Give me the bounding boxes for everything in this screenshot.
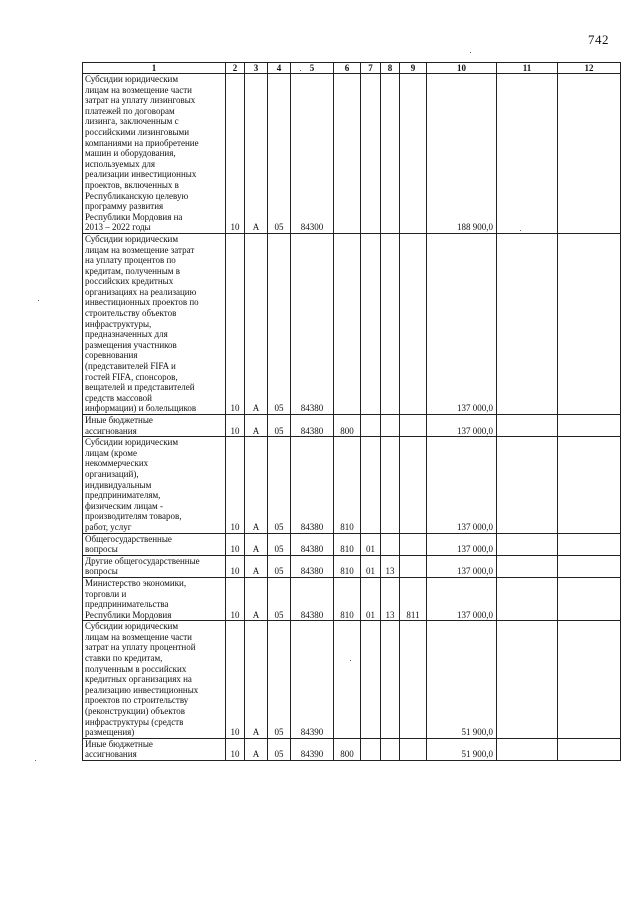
cell-c11: [497, 577, 558, 620]
cell-c3: А: [245, 577, 268, 620]
table-row: [83, 74, 621, 234]
row-name: Субсидии юридическим лицам на возмещение затрат на уплату процентов по кредитам, полученным в российских кредитных организациях на реализацию инвестиционных проектов по строительству объектов инфраструктуры, предназначенных для размещения участников соревнования (представителей FIFA и гостей FIFA, спонсоров, вещателей и представителей средств массовой информации) и болельщиков: [83, 233, 226, 414]
cell-c12: [558, 415, 621, 437]
cell-c12: [558, 738, 621, 760]
cell-c8: [381, 621, 400, 739]
table-row: [83, 555, 621, 577]
cell-c3: А: [245, 437, 268, 533]
cell-c12: [558, 555, 621, 577]
cell-c2: 10: [226, 437, 245, 533]
cell-c12: [558, 533, 621, 555]
scan-speck: [350, 660, 351, 661]
cell-c9: [400, 533, 427, 555]
col-header-5: 5: [291, 63, 334, 74]
cell-c3: А: [245, 74, 268, 234]
cell-c12: [558, 437, 621, 533]
cell-c11: [497, 621, 558, 739]
cell-c5: 84380: [291, 555, 334, 577]
cell-c5: 84380: [291, 533, 334, 555]
cell-c8: [381, 533, 400, 555]
budget-table: [82, 62, 621, 761]
cell-c4: 05: [268, 437, 291, 533]
cell-c6: 800: [334, 415, 361, 437]
scan-speck: [520, 230, 521, 231]
cell-c7: [361, 621, 381, 739]
cell-c11: [497, 555, 558, 577]
cell-c3: А: [245, 555, 268, 577]
col-header-3: 3: [245, 63, 268, 74]
cell-c10: 137 000,0: [427, 533, 497, 555]
cell-c10: 51 900,0: [427, 738, 497, 760]
cell-c6: 810: [334, 533, 361, 555]
cell-c5: 84380: [291, 415, 334, 437]
header-row: [83, 63, 621, 74]
cell-c8: [381, 233, 400, 414]
cell-c8: 13: [381, 555, 400, 577]
cell-c9: [400, 415, 427, 437]
cell-c12: [558, 233, 621, 414]
row-name: Иные бюджетные ассигнования: [83, 738, 226, 760]
row-name: Иные бюджетные ассигнования: [83, 415, 226, 437]
cell-c11: [497, 738, 558, 760]
cell-c2: 10: [226, 621, 245, 739]
row-name: Субсидии юридическим лицам (кроме некоммерческих организаций), индивидуальным предпринимателям, физическим лицам - производителям товаров, работ, услуг: [83, 437, 226, 533]
cell-c12: [558, 577, 621, 620]
cell-c8: [381, 415, 400, 437]
scan-speck: [38, 300, 39, 301]
table-row: [83, 577, 621, 620]
cell-c5: 84300: [291, 74, 334, 234]
cell-c7: [361, 74, 381, 234]
col-header-11: 11: [497, 63, 558, 74]
scan-speck: [300, 70, 301, 71]
cell-c7: 01: [361, 533, 381, 555]
cell-c7: [361, 437, 381, 533]
cell-c11: [497, 415, 558, 437]
cell-c5: 84390: [291, 621, 334, 739]
cell-c9: [400, 437, 427, 533]
cell-c4: 05: [268, 74, 291, 234]
cell-c4: 05: [268, 533, 291, 555]
table-row: [83, 621, 621, 739]
cell-c11: [497, 233, 558, 414]
col-header-7: 7: [361, 63, 381, 74]
col-header-4: 4: [268, 63, 291, 74]
cell-c8: [381, 74, 400, 234]
page-number: 742: [588, 32, 609, 47]
cell-c8: [381, 437, 400, 533]
cell-c10: 188 900,0: [427, 74, 497, 234]
cell-c9: [400, 74, 427, 234]
cell-c2: 10: [226, 74, 245, 234]
cell-c9: [400, 621, 427, 739]
col-header-9: 9: [400, 63, 427, 74]
cell-c6: 810: [334, 437, 361, 533]
cell-c5: 84380: [291, 577, 334, 620]
cell-c10: 137 000,0: [427, 233, 497, 414]
cell-c7: [361, 415, 381, 437]
cell-c11: [497, 533, 558, 555]
cell-c9: [400, 233, 427, 414]
cell-c6: [334, 233, 361, 414]
cell-c2: 10: [226, 738, 245, 760]
cell-c11: [497, 437, 558, 533]
table-row: [83, 738, 621, 760]
row-name: Общегосударственные вопросы: [83, 533, 226, 555]
scan-speck: [470, 52, 471, 53]
row-name: Другие общегосударственные вопросы: [83, 555, 226, 577]
cell-c6: [334, 621, 361, 739]
cell-c4: 05: [268, 621, 291, 739]
table-row: [83, 533, 621, 555]
table-row: [83, 415, 621, 437]
cell-c4: 05: [268, 415, 291, 437]
cell-c9: [400, 738, 427, 760]
cell-c5: 84380: [291, 437, 334, 533]
table-row: [83, 233, 621, 414]
cell-c2: 10: [226, 233, 245, 414]
cell-c11: [497, 74, 558, 234]
row-name: Министерство экономики, торговли и предпринимательства Республики Мордовия: [83, 577, 226, 620]
cell-c10: 137 000,0: [427, 577, 497, 620]
cell-c6: 800: [334, 738, 361, 760]
cell-c3: А: [245, 233, 268, 414]
cell-c4: 05: [268, 577, 291, 620]
cell-c3: А: [245, 621, 268, 739]
cell-c10: 137 000,0: [427, 415, 497, 437]
col-header-12: 12: [558, 63, 621, 74]
cell-c6: 810: [334, 577, 361, 620]
table-row: [83, 437, 621, 533]
cell-c12: [558, 621, 621, 739]
cell-c5: 84380: [291, 233, 334, 414]
cell-c2: 10: [226, 555, 245, 577]
cell-c9: [400, 555, 427, 577]
cell-c10: 137 000,0: [427, 555, 497, 577]
cell-c6: [334, 74, 361, 234]
cell-c6: 810: [334, 555, 361, 577]
cell-c7: 01: [361, 555, 381, 577]
cell-c7: 01: [361, 577, 381, 620]
cell-c7: [361, 738, 381, 760]
col-header-10: 10: [427, 63, 497, 74]
cell-c2: 10: [226, 533, 245, 555]
cell-c2: 10: [226, 577, 245, 620]
cell-c8: [381, 738, 400, 760]
cell-c5: 84390: [291, 738, 334, 760]
col-header-1: 1: [83, 63, 226, 74]
cell-c3: А: [245, 415, 268, 437]
cell-c9: 811: [400, 577, 427, 620]
col-header-8: 8: [381, 63, 400, 74]
col-header-2: 2: [226, 63, 245, 74]
cell-c4: 05: [268, 738, 291, 760]
cell-c8: 13: [381, 577, 400, 620]
cell-c4: 05: [268, 555, 291, 577]
cell-c10: 51 900,0: [427, 621, 497, 739]
cell-c7: [361, 233, 381, 414]
row-name: Субсидии юридическим лицам на возмещение части затрат на уплату лизинговых платежей по договорам лизинга, заключенным с российскими лизинговыми компаниями на приобретение машин и оборудования, используемых для реализации инвестиционных проектов, включенных в Республиканскую целевую программу развития Республики Мордовия на 2013 – 2022 годы: [83, 74, 226, 234]
cell-c3: А: [245, 738, 268, 760]
scan-speck: [35, 760, 36, 761]
cell-c4: 05: [268, 233, 291, 414]
col-header-6: 6: [334, 63, 361, 74]
row-name: Субсидии юридическим лицам на возмещение части затрат на уплату процентной ставки по кредитам, полученным в российских кредитных организациях на реализацию инвестиционных проектов по строительству (реконструкции) объектов инфраструктуры (средств размещения): [83, 621, 226, 739]
cell-c3: А: [245, 533, 268, 555]
cell-c10: 137 000,0: [427, 437, 497, 533]
cell-c12: [558, 74, 621, 234]
cell-c2: 10: [226, 415, 245, 437]
